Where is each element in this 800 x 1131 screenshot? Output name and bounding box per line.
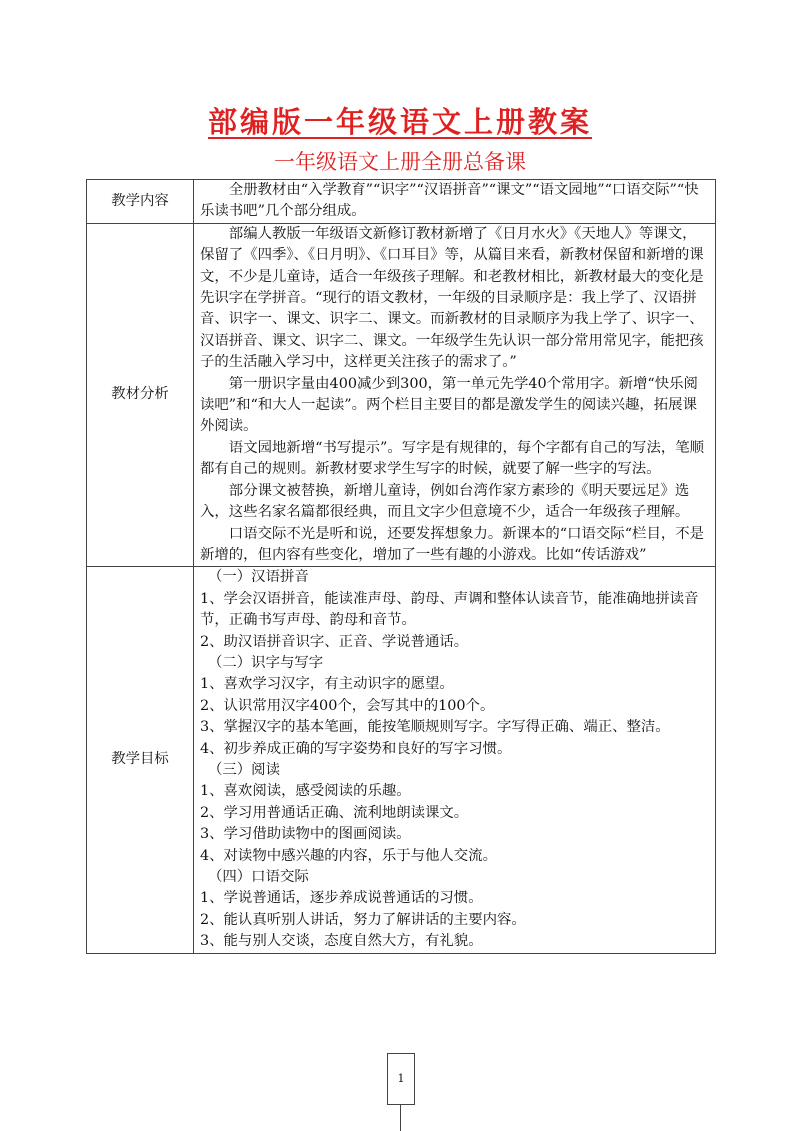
goal-item: 2、助汉语拼音识字、正音、学说普通话。 <box>200 633 469 650</box>
goal-item: 2、学习用普通话正确、流利地朗读课文。 <box>200 804 469 821</box>
analysis-paragraph: 第一册识字量由400减少到300，第一单元先学40个常用字。新增“快乐阅读吧”和“和大人一起读”。两个栏目主要目的都是激发学生的阅读兴趣，拓展课外阅读。 <box>200 375 698 435</box>
row-label-analysis: 教材分析 <box>87 223 194 567</box>
goal-item: 1、喜欢阅读，感受阅读的乐趣。 <box>200 783 411 800</box>
goal-item: 4、初步养成正确的写字姿势和良好的写字习惯。 <box>200 740 512 757</box>
lesson-plan-table <box>86 179 716 954</box>
goal-section-heading: （三）阅读 <box>208 761 280 778</box>
document-subtitle: 一年级语文上册全册总备课 <box>274 150 526 174</box>
row-label-content: 教学内容 <box>87 180 194 224</box>
goal-item: 1、学会汉语拼音，能读准声母、韵母、声调和整体认读音节，能准确地拼读音节，正确书写声母、韵母和音节。 <box>200 590 699 629</box>
goal-item: 3、能与别人交谈，态度自然大方，有礼貌。 <box>200 933 483 950</box>
row-body-goals <box>194 567 716 953</box>
goal-item: 1、喜欢学习汉字，有主动识字的愿望。 <box>200 676 454 693</box>
goal-item: 1、学说普通话，逐步养成说普通话的习惯。 <box>200 890 483 907</box>
row-body-analysis <box>194 223 716 567</box>
goal-section-heading: （一）汉语拼音 <box>208 569 309 586</box>
row-body-content <box>194 180 716 224</box>
page-divider-line <box>400 1104 401 1131</box>
content-paragraph: 全册教材由“入学教育”“识字”“汉语拼音”“课文”“语文园地”“口语交际”“快乐读书吧”几个部分组成。 <box>200 182 699 220</box>
analysis-paragraph: 部分课文被替换，新增儿童诗，例如台湾作家方素珍的《明天要远足》选入，这些名家名篇都很经典，而且文字少但意境不少，适合一年级孩子理解。 <box>200 482 690 521</box>
table-row-analysis <box>87 223 716 567</box>
goal-item: 2、认识常用汉字400个，会写其中的100个。 <box>200 697 495 714</box>
table-row-goals <box>87 567 716 953</box>
analysis-paragraph: 语文园地新增“书写提示”。写字是有规律的，每个字都有自己的写法，笔顺都有自己的规则。新教材要求学生写字的时候，就要了解一些字的写法。 <box>200 439 705 478</box>
goal-item: 4、对读物中感兴趣的内容，乐于与他人交流。 <box>200 847 497 864</box>
page-number: 1 <box>387 1053 415 1105</box>
analysis-paragraph: 部编人教版一年级语文新修订教材新增了《日月水火》《天地人》等课文，保留了《四季》、《日月明》、《口耳目》等，从篇目来看，新教材保留和新增的课文，不少是儿童诗，适合一年级孩子理解。和老教材相比，新教材最大的变化是先识字在学拼音。“现行的语文教材，一年级的目录顺序是：我上学了、汉语拼音、识字一、课文、识字二、课文。而新教材的目录顺序为我上学了、识字一、汉语拼音、课文、识字二、课文。一年级学生先认识一部分常用常见字，能把孩子的生活融入学习中，这样更关注孩子的需求了。” <box>200 225 704 371</box>
goal-item: 3、学习借助读物中的图画阅读。 <box>200 826 411 843</box>
table-row-content <box>87 180 716 224</box>
goal-item: 2、能认真听别人讲话，努力了解讲话的主要内容。 <box>200 911 526 928</box>
goal-section-heading: （二）识字与写字 <box>208 654 324 671</box>
analysis-paragraph: 口语交际不光是听和说，还要发挥想象力。新课本的“口语交际“栏目，不是新增的，但内容有些变化，增加了一些有趣的小游戏。比如“传话游戏” <box>200 525 705 563</box>
row-label-goals: 教学目标 <box>87 567 194 953</box>
document-title: 部编版一年级语文上册教案 <box>207 105 592 139</box>
goal-section-heading: （四）口语交际 <box>208 869 309 885</box>
goal-item: 3、掌握汉字的基本笔画，能按笔顺规则写字。字写得正确、端正、整洁。 <box>200 719 670 736</box>
